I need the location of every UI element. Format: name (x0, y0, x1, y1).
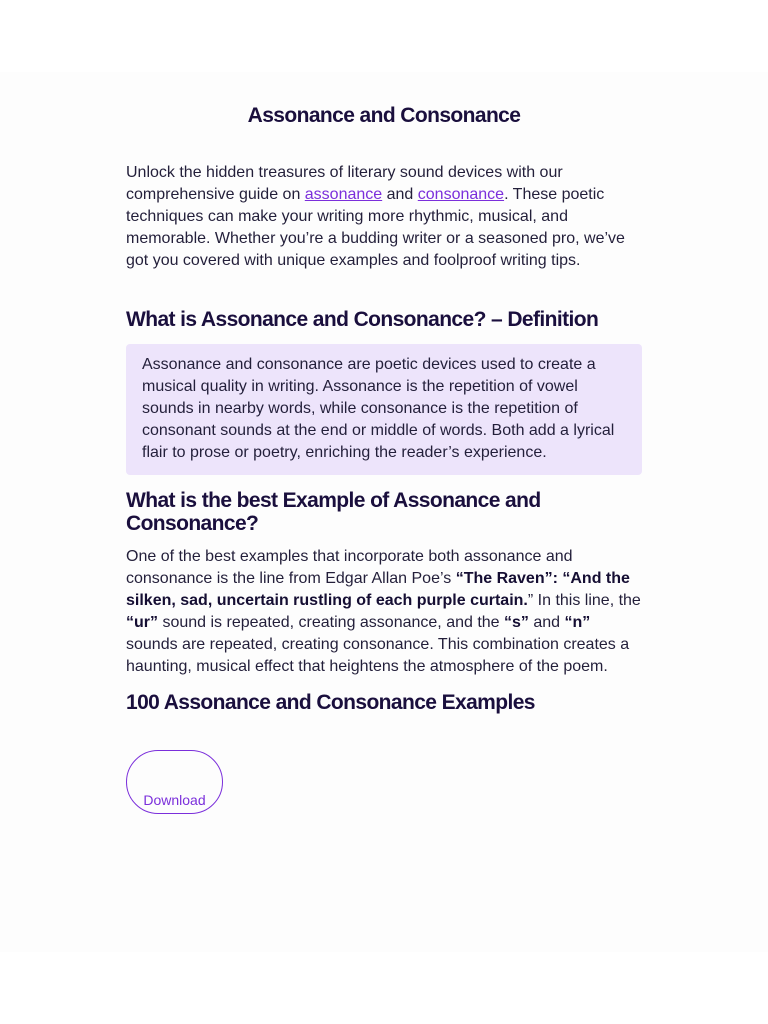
ur-sound: “ur” (126, 614, 158, 631)
intro-paragraph (126, 162, 642, 272)
best-example-text-4: and (528, 614, 565, 631)
page-title: Assonance and Consonance (247, 104, 521, 127)
intro-text-2: and (382, 186, 418, 203)
consonance-link[interactable]: consonance (417, 186, 505, 203)
raven-quote: “The Raven”: “And the silken, sad, uncertain rustling of each purple curtain. (126, 570, 630, 609)
page-container (0, 72, 768, 952)
n-sound: “n” (564, 614, 591, 631)
assonance-link[interactable]: assonance (304, 186, 383, 203)
best-example-text-2: ” In this line, the (527, 592, 641, 609)
best-example-heading: What is the best Example of Assonance and Consonance? (126, 489, 541, 535)
best-example-paragraph (126, 546, 642, 678)
intro-text-1: Unlock the hidden treasures of literary sound devices with our comprehensive guide on (126, 164, 563, 203)
definition-text: Assonance and consonance are poetic devices used to create a musical quality in writing. Assonance is the repetition of vowel sounds in nearby words, while consonance is the repetition of consonant sounds at the end or middle of words. Both add a lyrical flair to prose or poetry, enriching the reader’s experience. (142, 356, 615, 461)
examples-heading: 100 Assonance and Consonance Examples (126, 691, 535, 714)
definition-heading: What is Assonance and Consonance? – Definition (126, 308, 599, 331)
best-example-text-5: sounds are repeated, creating consonance. This combination creates a haunting, musical effect that heightens the atmosphere of the poem. (126, 636, 630, 675)
best-example-text-3: sound is repeated, creating assonance, and the (158, 614, 505, 631)
definition-callout (126, 344, 642, 475)
intro-text-3: . These poetic techniques can make your writing more rhythmic, musical, and memorable. Whether you’re a budding writer or a seasoned pro, we’ve got you covered with unique examples and foolproof writing tips. (126, 186, 625, 269)
download-button[interactable]: Download (126, 750, 223, 814)
best-example-text-1: One of the best examples that incorporate both assonance and consonance is the line from Edgar Allan Poe’s (126, 548, 573, 587)
s-sound: “s” (504, 614, 529, 631)
